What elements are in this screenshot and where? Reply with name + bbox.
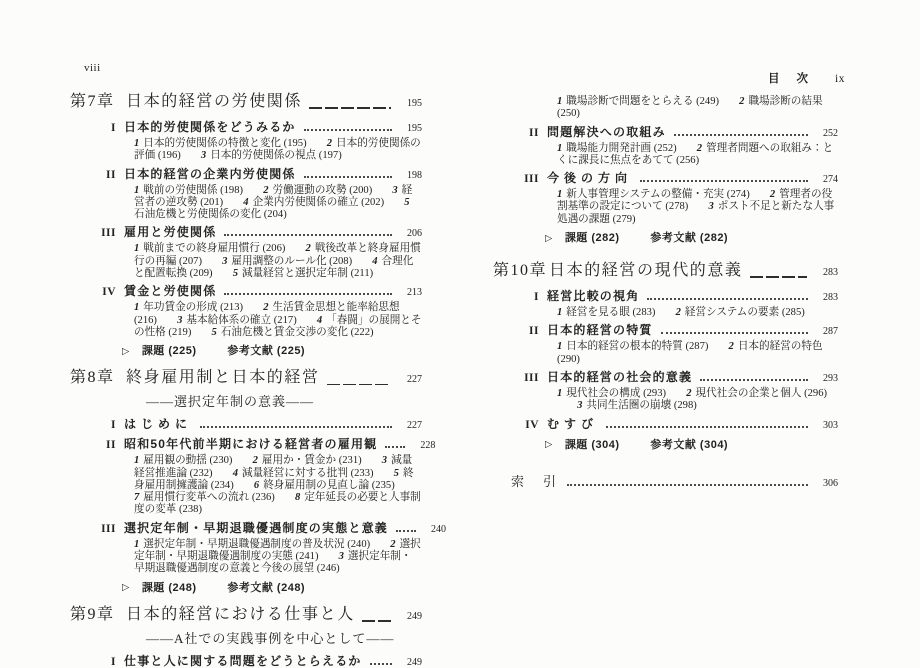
index-entry xyxy=(511,474,838,492)
subsection-items xyxy=(134,138,422,163)
subsection-item xyxy=(557,388,666,399)
item-text: 石油危機と労使関係の変化 (204) xyxy=(134,209,287,221)
item-number: 5 xyxy=(232,268,238,280)
item-text: 減量経営推進論 (232) xyxy=(134,455,413,479)
item-number: 1 xyxy=(134,302,140,314)
chapter-page-number: 227 xyxy=(407,374,422,386)
chapter-number: 第10章 xyxy=(493,262,548,280)
item-text: 日本的経営の根本的特質 (287) xyxy=(566,341,709,353)
section-title: 日本的経営の社会的意義 xyxy=(547,369,693,384)
item-text: 戦前の労使関係 (198) xyxy=(143,184,244,196)
chapter-heading xyxy=(493,261,838,283)
item-text: 新人事管理システムの整備・充実 (274) xyxy=(566,189,750,201)
item-number: 4 xyxy=(243,196,249,208)
task-entry: 課題 (304) xyxy=(564,438,620,451)
item-number: 4 xyxy=(232,467,238,479)
page-header-right xyxy=(768,70,845,86)
subsection-item xyxy=(254,480,395,491)
section-numeral: III xyxy=(524,371,539,384)
subsection-item xyxy=(557,96,719,107)
section-title: はじめに xyxy=(124,417,193,432)
subsection-item xyxy=(676,307,805,318)
item-number: 6 xyxy=(253,479,260,491)
section-page-number: 274 xyxy=(823,174,838,186)
toc-section xyxy=(70,654,422,668)
section-page-number: 228 xyxy=(420,440,436,452)
index-page-number: 306 xyxy=(823,477,838,489)
item-number: 8 xyxy=(294,492,301,504)
toc-section xyxy=(70,167,422,183)
task-entry: 課題 (225) xyxy=(141,345,197,358)
subsection-item xyxy=(222,256,352,267)
triangle-right-icon: ▷ xyxy=(545,232,553,244)
chapter-heading xyxy=(70,92,422,114)
item-number: 1 xyxy=(557,307,563,319)
chapter-tasks xyxy=(545,232,838,245)
item-number: 3 xyxy=(222,255,228,267)
subsection-item xyxy=(212,327,374,338)
item-number: 1 xyxy=(557,387,563,399)
section-page-number: 283 xyxy=(823,292,838,304)
subsection-items xyxy=(557,189,838,226)
item-text: 戦後改革と終身雇用慣行の再編 (207) xyxy=(134,243,421,267)
item-text: 日本的労使関係の特徴と変化 (195) xyxy=(143,138,307,149)
item-number: 2 xyxy=(739,96,745,107)
toc-section xyxy=(493,171,838,187)
subsection-item xyxy=(134,138,307,149)
chapter-heading xyxy=(70,368,422,390)
dot-leader xyxy=(396,530,416,532)
item-text: 管理者問題への取組み：とくに課長に焦点をあてて (256) xyxy=(557,142,834,166)
item-number: 1 xyxy=(134,455,140,467)
item-text: 経営を見る眼 (283) xyxy=(566,307,656,319)
item-text: 現代社会の構成 (293) xyxy=(566,387,667,399)
item-number: 5 xyxy=(393,467,399,479)
subsection-items xyxy=(134,302,422,339)
item-number: 3 xyxy=(338,551,344,563)
subsection-item xyxy=(557,307,655,318)
item-number: 3 xyxy=(200,150,207,162)
item-text: 定年延長の必要と人事制度の変革 (238) xyxy=(134,492,421,516)
section-title: 雇用と労使関係 xyxy=(124,225,217,240)
item-number: 2 xyxy=(305,243,311,255)
dot-leader xyxy=(224,293,392,295)
subsection-items xyxy=(557,307,838,319)
item-number: 2 xyxy=(263,184,269,196)
section-page-number: 213 xyxy=(407,287,422,299)
item-text: 企業内労使関係の確立 (202) xyxy=(252,196,385,208)
item-text: 年功賃金の形成 (213) xyxy=(143,302,244,314)
section-numeral: III xyxy=(101,227,116,240)
section-page-number: 240 xyxy=(431,523,447,535)
subsection-item xyxy=(134,302,243,313)
section-page-number: 195 xyxy=(407,123,422,134)
dot-leader xyxy=(200,426,392,428)
section-numeral: II xyxy=(106,439,116,452)
item-number: 2 xyxy=(390,538,396,550)
dot-leader xyxy=(224,234,392,236)
chapter-title: 日本的経営における仕事と人 xyxy=(126,605,355,623)
item-number: 1 xyxy=(134,538,140,550)
chapter-title: 日本的経営の現代的意義 xyxy=(549,262,743,280)
page-number-left: viii xyxy=(84,62,101,74)
item-text: 日本的労使関係の評価 (196) xyxy=(134,138,421,162)
item-text: 職場診断の結果 (250) xyxy=(557,96,823,120)
item-text: 石油危機と賃金交渉の変化 (222) xyxy=(220,326,374,338)
dot-leader xyxy=(304,176,392,178)
item-text: 労働運動の攻勢 (200) xyxy=(272,184,373,196)
subsection-item xyxy=(134,539,370,550)
chapter-title: 終身雇用制と日本的経営 xyxy=(126,369,320,387)
subsection-item xyxy=(557,189,750,200)
item-number: 5 xyxy=(211,326,217,338)
section-title: むすび xyxy=(547,416,599,431)
item-text: 職場診断で問題をとらえる (249) xyxy=(566,96,720,107)
dot-leader xyxy=(304,129,392,131)
subsection-items xyxy=(557,96,838,121)
subsection-item xyxy=(253,455,362,466)
item-number: 3 xyxy=(177,314,183,326)
item-number: 3 xyxy=(381,455,388,467)
item-text: 経営者の逆攻勢 (201) xyxy=(134,184,413,208)
item-number: 1 xyxy=(557,142,563,154)
subsection-items xyxy=(557,341,838,366)
chapter-leader-line xyxy=(362,620,391,622)
section-title: 問題解決への取組み xyxy=(547,124,666,139)
section-numeral: II xyxy=(106,168,116,181)
item-number: 1 xyxy=(557,341,563,353)
item-number: 5 xyxy=(404,196,410,208)
item-number: 2 xyxy=(326,138,333,149)
subsection-item xyxy=(577,400,697,411)
item-text: 基本給体系の確立 (217) xyxy=(186,314,297,326)
item-number: 2 xyxy=(696,142,703,154)
dot-leader xyxy=(640,180,808,182)
section-numeral: I xyxy=(534,291,539,304)
dot-leader xyxy=(647,298,808,300)
chapter-page-number: 195 xyxy=(407,98,422,109)
section-page-number: 206 xyxy=(407,228,422,240)
toc-section xyxy=(70,417,422,433)
item-text: 選択定年制・早期退職優遇制度の実態 (241) xyxy=(134,538,421,563)
chapter-tasks xyxy=(122,345,422,358)
index-title: 索引 xyxy=(511,473,576,489)
item-text: 雇用観の動揺 (230) xyxy=(143,455,233,467)
toc-section xyxy=(70,225,422,241)
section-title: 日本的経営の企業内労使関係 xyxy=(124,166,296,181)
section-page-number: 252 xyxy=(823,127,838,139)
section-numeral: I xyxy=(111,655,116,668)
dot-leader xyxy=(661,332,808,334)
subsection-item xyxy=(233,268,373,279)
section-page-number: 249 xyxy=(407,656,422,668)
triangle-right-icon: ▷ xyxy=(545,439,553,451)
subsection-item xyxy=(134,455,232,466)
section-title: 日本的経営の特質 xyxy=(547,323,653,338)
subsection-item xyxy=(177,315,297,326)
item-text: 減量経営に対する批判 (233) xyxy=(242,467,374,479)
item-text: 雇用慣行変革への流れ (236) xyxy=(143,492,275,504)
chapter-tasks xyxy=(122,582,422,595)
subsection-item xyxy=(134,243,285,254)
item-text: 選択定年制・早期退職優遇制度の意義と今後の展望 (246) xyxy=(134,551,412,575)
dot-leader xyxy=(674,134,808,136)
toc-section xyxy=(493,417,838,433)
item-text: 現代社会の企業と個人 (296) xyxy=(695,387,828,399)
item-number: 2 xyxy=(728,341,734,353)
subsection-item xyxy=(134,185,243,196)
item-number: 1 xyxy=(557,96,563,107)
section-page-number: 293 xyxy=(823,372,838,384)
subsection-items xyxy=(134,243,422,280)
task-entry: 参考文献 (304) xyxy=(650,438,729,451)
left-column xyxy=(70,92,447,668)
item-number: 7 xyxy=(134,492,140,504)
toc-header-title: 目次 xyxy=(768,73,825,85)
chapter-leader-line xyxy=(309,107,391,109)
section-numeral: II xyxy=(529,325,539,338)
subsection-item xyxy=(263,185,372,196)
item-number: 3 xyxy=(577,400,583,412)
item-number: 4 xyxy=(372,255,378,267)
item-number: 3 xyxy=(392,184,398,196)
subsection-item xyxy=(201,150,342,161)
chapter-number: 第7章 xyxy=(70,93,115,110)
section-numeral: I xyxy=(111,122,116,134)
subsection-item xyxy=(134,492,275,503)
item-number: 2 xyxy=(769,189,776,201)
chapter-title: 日本的経営の労使関係 xyxy=(126,93,303,110)
section-title: 選択定年制・早期退職優遇制度の実態と意義 xyxy=(124,520,389,535)
section-numeral: IV xyxy=(525,418,539,431)
dot-leader xyxy=(385,446,405,448)
item-text: 職場能力開発計画 (252) xyxy=(566,142,677,154)
item-number: 1 xyxy=(557,189,563,201)
subsection-items xyxy=(557,388,838,413)
item-text: 雇用調整のルール化 (208) xyxy=(231,255,353,267)
item-number: 2 xyxy=(675,307,681,319)
section-title: 昭和50年代前半期における経営者の雇用観 xyxy=(124,437,378,452)
task-entry: 課題 (248) xyxy=(141,581,197,594)
triangle-right-icon: ▷ xyxy=(122,582,130,594)
subsection-items xyxy=(134,539,422,576)
section-numeral: III xyxy=(524,173,539,186)
section-title: 経営比較の視角 xyxy=(547,289,640,304)
item-text: 選択定年制・早期退職優遇制度の普及状況 (240) xyxy=(143,538,371,550)
item-text: 終身雇用制擁護論 (234) xyxy=(134,467,414,491)
task-entry: 参考文献 (248) xyxy=(227,581,306,594)
item-text: ポスト不足と新たな人事処遇の課題 (279) xyxy=(557,201,835,225)
dot-leader xyxy=(567,484,808,486)
item-text: 経営システムの要素 (285) xyxy=(684,307,805,319)
dot-leader xyxy=(700,379,808,381)
item-text: 雇用か・賃金か (231) xyxy=(261,455,362,467)
item-number: 2 xyxy=(686,387,692,399)
item-number: 1 xyxy=(134,184,140,196)
subsection-item xyxy=(686,388,827,399)
chapter-heading xyxy=(70,605,422,627)
dot-leader xyxy=(370,663,392,665)
section-page-number: 303 xyxy=(823,419,838,431)
section-title: 仕事と人に関する問題をどうとらえるか xyxy=(124,653,362,668)
item-number: 4 xyxy=(316,314,323,326)
subsection-item xyxy=(243,197,384,208)
item-text: 減量経営と選択定年制 (211) xyxy=(242,268,374,280)
toc-section xyxy=(70,284,422,300)
item-text: 戦前までの終身雇用慣行 (206) xyxy=(143,243,286,255)
section-numeral: I xyxy=(111,419,116,432)
chapter-page-number: 249 xyxy=(407,610,422,622)
item-text: 管理者の役割基準の設定について (278) xyxy=(557,189,833,213)
item-text: 終身雇用制の見直し論 (235) xyxy=(263,479,395,491)
section-page-number: 287 xyxy=(823,326,838,338)
item-text: 合理化と配置転換 (209) xyxy=(134,255,414,280)
chapter-number: 第9章 xyxy=(70,605,115,623)
toc-section xyxy=(493,125,838,141)
task-entry: 参考文献 (225) xyxy=(227,345,306,358)
toc-section xyxy=(493,323,838,339)
chapter-leader-line xyxy=(327,384,391,386)
item-number: 3 xyxy=(708,201,714,213)
item-number: 1 xyxy=(134,243,140,255)
chapter-tasks xyxy=(545,439,838,452)
section-numeral: III xyxy=(101,522,116,535)
dot-leader xyxy=(606,426,808,428)
section-numeral: II xyxy=(529,126,539,139)
toc-section xyxy=(70,120,422,136)
toc-section xyxy=(493,370,838,386)
item-text: 日本的労使関係の視点 (197) xyxy=(210,150,342,162)
task-entry: 参考文献 (282) xyxy=(650,232,729,245)
chapter-number: 第8章 xyxy=(70,369,115,387)
section-title: 日本的労使関係をどうみるか xyxy=(124,120,296,134)
item-text: 日本的経営の特色 (290) xyxy=(557,341,823,365)
toc-section xyxy=(70,520,447,537)
right-column xyxy=(493,96,838,492)
subsection-item xyxy=(557,143,677,154)
page-number-right: ix xyxy=(835,73,845,85)
section-title: 賃金と労使関係 xyxy=(124,284,217,299)
chapter-subtitle: ——選択定年制の意義—— xyxy=(146,394,315,410)
section-numeral: IV xyxy=(102,286,116,299)
item-text: 「春闘」の展開とその性格 (219) xyxy=(134,314,422,338)
subsection-items xyxy=(134,455,422,516)
toc-section xyxy=(493,289,838,305)
task-entry: 課題 (282) xyxy=(564,232,620,245)
item-number: 2 xyxy=(252,455,258,467)
triangle-right-icon: ▷ xyxy=(122,345,130,357)
section-title: 今後の方向 xyxy=(547,171,633,186)
chapter-leader-line xyxy=(750,276,807,278)
toc-section xyxy=(70,437,436,453)
section-page-number: 198 xyxy=(407,169,422,181)
subsection-item xyxy=(557,341,708,352)
section-page-number: 227 xyxy=(407,420,422,432)
chapter-page-number: 283 xyxy=(823,267,838,279)
subsection-items xyxy=(557,143,838,168)
chapter-subtitle: ——A社での実践事例を中心として—— xyxy=(146,630,395,646)
item-text: 生活賃金思想と能率給思想 (216) xyxy=(134,302,400,326)
item-number: 2 xyxy=(263,302,269,314)
subsection-items xyxy=(134,185,422,222)
subsection-item xyxy=(233,468,374,479)
item-text: 共同生活圏の崩壊 (298) xyxy=(586,400,697,412)
item-number: 1 xyxy=(134,138,140,149)
